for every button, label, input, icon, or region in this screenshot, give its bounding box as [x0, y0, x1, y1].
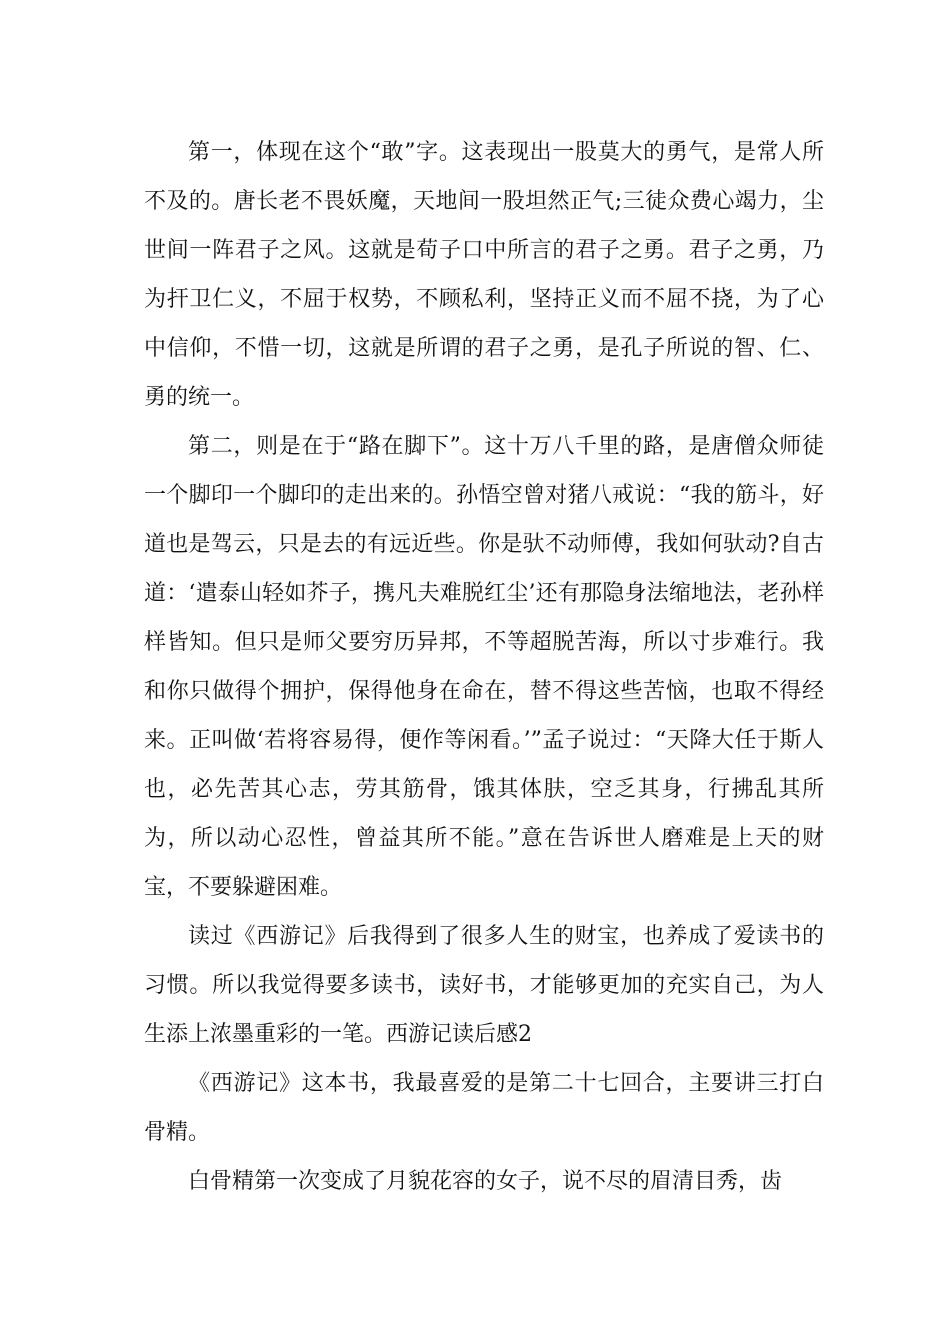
paragraph-chapter-27: 《西游记》这本书，我最喜爱的是第二十七回合，主要讲三打白骨精。 [144, 1071, 824, 1145]
paragraph-reflection: 读过《西游记》后我得到了很多人生的财宝，也养成了爱读书的习惯。所以我觉得要多读书，读好书，才能够更加的充实自己，为人生添上浓墨重彩的一笔。西游记读后感2 [144, 924, 824, 1047]
paragraph-white-bone-demon: 白骨精第一次变成了月貌花容的女子，说不尽的眉清目秀，齿 [188, 1169, 783, 1194]
paragraph-road: 第二，则是在于“路在脚下”。这十万八千里的路，是唐僧众师徒一个脚印一个脚印的走出来的。孙悟空曾对猪八戒说：“我的筋斗，好道也是驾云，只是去的有远近些。你是驮不动师傅，我如何驮动?自古道：‘遣泰山轻如芥子，携凡夫难脱红尘’还有那隐身法缩地法，老孙样样皆知。但只是师父要穷历异邦，不等超脱苦海，所以寸步难行。我和你只做得个拥护，保得他身在命在，替不得这些苦恼，也取不得经来。正叫做‘若将容易得，便作等闲看。’”孟子说过：“天降大任于斯人也，必先苦其心志，劳其筋骨，饿其体肤，空乏其身，行拂乱其所为，所以动心忍性，曾益其所不能。”意在告诉世人磨难是上天的财宝，不要躲避困难。 [144, 434, 824, 900]
document-page [144, 128, 824, 1206]
paragraph-courage: 第一，体现在这个“敢”字。这表现出一股莫大的勇气，是常人所不及的。唐长老不畏妖魔，天地间一股坦然正气;三徒众费心竭力，尘世间一阵君子之风。这就是荀子口中所言的君子之勇。君子之勇，乃为扞卫仁义，不屈于权势，不顾私利，坚持正义而不屈不挠，为了心中信仰，不惜一切，这就是所谓的君子之勇，是孔子所说的智、仁、勇的统一。 [144, 140, 824, 410]
